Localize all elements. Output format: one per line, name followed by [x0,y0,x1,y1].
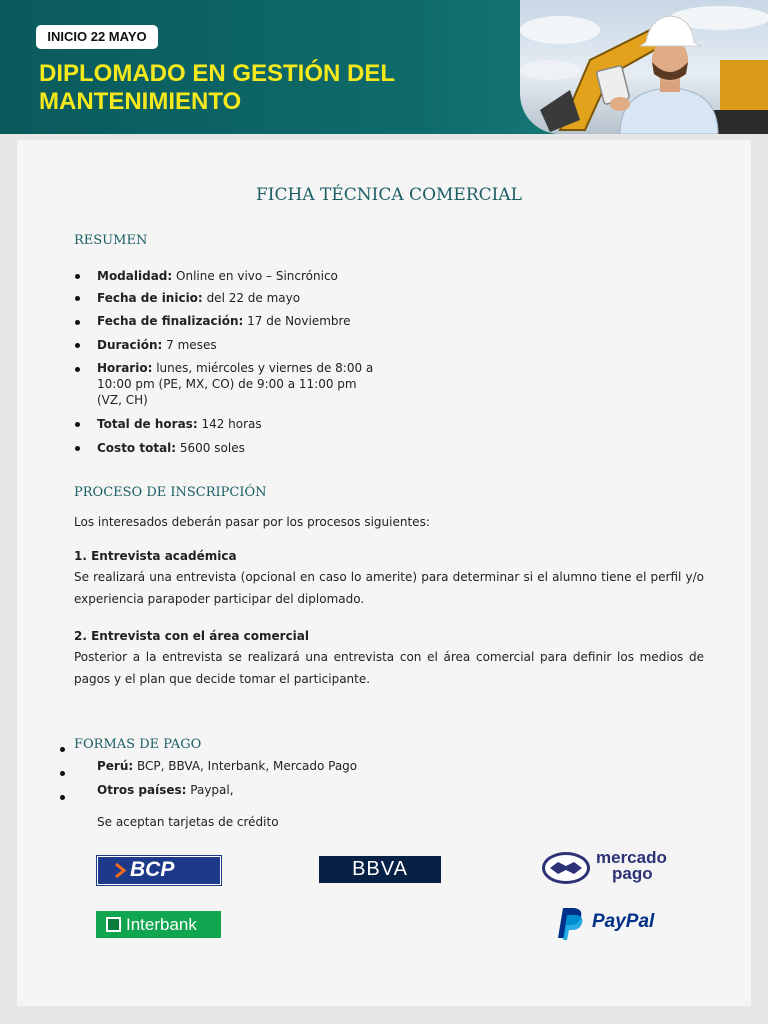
step1-text: Se realizará una entrevista (opcional en caso lo amerite) para determinar si el alumno tiene el perfil y/o experiencia parapoder participar del diplomado. [74,570,704,606]
page-title-line1: DIPLOMADO EN GESTIÓN DEL [39,60,396,87]
section-title: FICHA TÉCNICA COMERCIAL [256,185,522,205]
step2-title: 2. Entrevista con el área comercial [74,629,310,643]
bullet [60,747,65,752]
proceso-heading: PROCESO DE INSCRIPCIÓN [74,485,267,500]
paypal-logo [552,905,667,941]
paypal-logo-text: PayPal [592,911,655,932]
step1-title: 1. Entrevista académica [74,549,237,563]
pago-otros: Otros países: Paypal, [97,783,234,797]
horario-line2: 10:00 pm (PE, MX, CO) de 9:00 a 11:00 pm [97,377,357,391]
resumen-item-fecha-fin: Fecha de finalización: 17 de Noviembre [97,314,351,328]
resumen-item-horario: Horario: lunes, miércoles y viernes de 8:00 a [97,361,374,375]
bbva-logo-text: BBVA [352,858,408,880]
engineer-photo [520,0,768,134]
bullet [75,367,80,372]
bullet [75,320,80,325]
handshake-icon [540,850,592,886]
resumen-heading: RESUMEN [74,233,148,248]
horario-line3: (VZ, CH) [97,393,148,407]
pago-peru: Perú: BCP, BBVA, Interbank, Mercado Pago [97,759,358,773]
step2-text: Posterior a la entrevista se realizará una entrevista con el área comercial para definir los medios de pagos y el plan que decide tomar el participante. [74,650,704,686]
resumen-item-costo: Costo total: 5600 soles [97,441,245,455]
bullet [75,296,80,301]
pago-tarjetas: Se aceptan tarjetas de crédito [97,815,279,829]
start-date-badge: INICIO 22 MAYO [36,25,158,49]
header-banner [0,0,768,134]
paypal-p-icon [552,905,586,941]
bullet [60,771,65,776]
interbank-square-icon [106,917,121,932]
bcp-logo [97,856,221,885]
resumen-item-duracion: Duración: 7 meses [97,338,217,352]
page-title [39,60,509,116]
page-title-line2: MANTENIMIENTO [39,88,242,115]
bullet [75,343,80,348]
resumen-item-modalidad: Modalidad: Online en vivo – Sincrónico [97,269,338,283]
bullet [75,274,80,279]
proceso-intro: Los interesados deberán pasar por los procesos siguientes: [74,515,430,529]
resumen-item-horas: Total de horas: 142 horas [97,417,262,431]
bcp-logo-text: BCP [130,858,175,881]
bullet [75,446,80,451]
bullet [75,422,80,427]
interbank-logo-text: Interbank [126,915,197,934]
bbva-logo [319,856,441,883]
interbank-logo [96,911,221,938]
resumen-item-fecha-inicio: Fecha de inicio: del 22 de mayo [97,291,301,305]
pago-text: pago [612,864,653,883]
mercado-text: mercado [596,848,667,867]
pago-heading: FORMAS DE PAGO [74,737,202,752]
engineer-illustration [520,0,768,134]
mercado-pago-logo [540,848,680,888]
bullet [60,795,65,800]
